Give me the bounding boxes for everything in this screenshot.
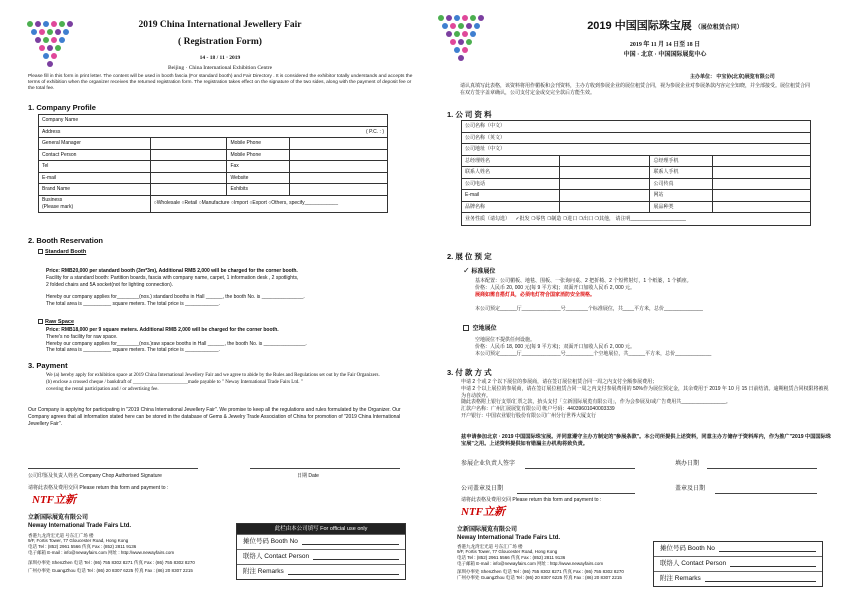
website-label: Website [227,172,290,184]
return-note: 请将此表格及费用交回 Please return this form and payment to : [28,485,169,491]
raw-apply[interactable]: Hereby our company applies for________(nos.)raw space booths in Hall ______, the booth No. is _______________. [46,340,307,347]
cn-company-address[interactable]: 公司地址（中文） [462,144,811,156]
official-contact-row-cn[interactable] [654,556,822,571]
raw-space-title: Raw Space [45,319,75,325]
commitment-cn: 兹申请参加北京 · 2019 中国国际珠宝展。并同意遵守主办方制定的"参展条款"。本公司所提供上述资料，同意主办方储存于资料库内，作为推广"2019 中国国际珠宝展"之用。上述资料提供如有错漏主办机构将致负责。 [461,434,831,448]
raw-no-facility-cn: 空地展位不提供任何设施。 [475,337,536,343]
organizer-contact [28,515,238,574]
official-booth-label-cn: 摊位号码 Booth No [660,545,715,552]
raw-space-heading-cn [463,325,497,333]
standard-total[interactable]: The total area is __________ square meters. The total price is ____________. [46,301,220,307]
fair-title-cn-main: 2019 中国国际珠宝展 [587,20,692,32]
standard-booth-heading [38,249,86,256]
official-booth-row[interactable] [237,534,405,549]
chinese-form-page [425,0,850,598]
section-company-profile: 1. Company Profile [28,103,96,112]
raw-no-facility: There's no facility for raw space. [46,333,118,340]
ntf-logo: NTF立新 [32,494,76,506]
section-payment-cn: 3. 付 款 方 式 [447,368,492,377]
bank-account: 汇款户名称：广州汇展展览有限公司 帐户号码：44039601040003339 [461,406,615,412]
cn-website-label: 网站 [650,190,713,202]
raw-space-details-cn [475,337,825,357]
fair-logo-cn [435,12,487,64]
raw-space-heading [38,319,74,326]
payment-text-cn [461,379,831,420]
return-note-cn: 请将此表格及费用交回 Please return this form and payment to : [461,497,602,503]
business-label: Business (Please mark) [39,195,151,212]
standard-booth-checkbox[interactable] [38,249,43,254]
general-manager-label: General Manager [39,138,151,150]
std-warning-cn: 展商如需自搭灯具，必须电灯符合国家消防安全规格。 [475,291,596,298]
cn-business-label: 业务性质（请勾选） [465,215,511,222]
std-price-cn: 价格：人民币 20, 000 元(每 9 平方米)；双面开口加收人民币 2, 000 元。 [475,284,636,291]
official-use-box [236,523,406,580]
company-name-field[interactable]: Company Name [39,115,388,127]
mobile-phone-field[interactable] [290,138,388,150]
raw-price: Price: RMB18,000 per 9 square meters. Additional RMB 2,000 will be charged for the corner booth. [46,327,279,333]
shenzhen-office: 深圳办事处 ShenZhen 电话 Tel : (86) 755 8302 8271 传真 Fax : (86) 755 8302 8270 [28,559,195,565]
cn-tel-label: 公司电话 [462,178,560,190]
payment-cheque: 随此表格附上银行支票/汇票之款，抬头支付「立新国际展览有限公司」，作为会参展及/或广告费用共________________。 [461,399,731,406]
std-booth-title-cn: 标准展位 [471,269,496,275]
fair-venue: Beijing · China International Exhibition Centre [167,64,273,71]
sig-person-label: 参展企业负责人签字 [461,461,516,467]
fair-dates-cn: 2019 年 11 月 14 日至 18 日 [629,41,701,48]
company-name-en-2: Neway International Trade Fairs Ltd. [457,534,561,541]
payment-rule-2: 申请 2 个以上展位的参展商，请在签订展位租赁合同一周之内支付参展费用的 50%作为展位预定金，其余费用于 2019 年 10 月 15 日前结清。逾期租赁合同权限将被视为自动放弃。 [461,385,829,399]
mobile-phone-field-2[interactable] [290,149,388,161]
shenzhen-office-2: 深圳办事处 ShenZhen 电话 Tel : (86) 755 8302 8271 传真 Fax : (86) 755 8302 8270 [457,568,624,574]
company-profile-table-cn [461,120,811,226]
chop-date-label: 盖章及日期 [675,486,706,492]
signature-line [28,468,198,469]
postcode-label: ( P.C. : ) [366,128,384,135]
chop-date-line[interactable] [715,493,817,494]
std-facility-cn: 基本配置：公司楣板、地毯、围板、一张询问桌、2 把折椅、2 个短臂射灯，1 个纸篓，1 个插座。 [475,278,692,284]
tel-label: Tel [39,161,151,173]
cn-brand-field[interactable] [559,201,650,213]
form-title: ( Registration Form) [178,36,262,47]
raw-apply-cn[interactable]: 本公司预定______厅______________号__________个空地展位，共______平方米，总价_____________ [475,350,712,357]
standard-facility-2: 2 folded chairs and 5A socket(not for lighting connection). [46,281,174,288]
cn-gm-label: 总经理姓名 [462,155,560,167]
hk-tel-fax-2: 电话 Tel : (852) 2961 5566 传真 Fax : (852) 2811 9136 [457,555,566,561]
intro-text: Please fill in this form in print letter. The content will be used in booth fascia (For standard booth) and Fair Directory . It is considered the exhibitor totally understands and accepts the terms of exhibition when the organizer receives the returned registration form. The registration takes effect on the signature of the two sides, along with the payment of deposit fee or the total fee. [28,74,413,92]
cn-email-field[interactable] [559,190,650,202]
official-use-box-cn [653,541,823,587]
std-apply-cn[interactable]: 本公司预定______厅______________号________个标准展位，共____平方米，总价______________ [475,306,703,313]
official-remarks-row-cn[interactable] [654,571,822,586]
intro-text-cn: 请认真填写此表格，该资料将用作楣板和会刊资料，主办方收到参展企业的展位租赁合同，视为参展企业对参展条款内容完全知晓，并全部接受。展位租赁合同在双方签字盖章确认，公司支付定金或交完全款后方能生效。 [460,83,811,96]
hk-email-web-2: 电子邮箱 E-mail : info@newayfairs.com 网址 : http://www.newayfairs.com [457,561,604,567]
official-contact-label-cn: 联络人 Contact Person [660,560,727,568]
title-block [80,20,360,72]
business-options[interactable]: ○Wholesale ○Retail ○Manufacture ○Import ○Export ○Others, specify____________ [150,195,387,212]
date-line [250,468,400,469]
section-company-profile-cn: 1. 公 司 资 料 [447,110,492,119]
organizer-contact-cn [457,527,657,581]
cn-business-row[interactable] [462,213,811,226]
cn-company-name-en[interactable]: 公司名称（英文） [462,132,811,144]
official-contact-label: 联络人 Contact Person [243,553,310,561]
contact-person-label: Contact Person [39,149,151,161]
title-block-cn [515,20,815,60]
date-label: 日期 Date [297,473,319,479]
cn-contact-mobile-field[interactable] [713,167,811,179]
official-booth-row-cn[interactable] [654,542,822,556]
standard-booth-details [46,268,406,308]
company-name-cn-2: 立新国际展览有限公司 [457,527,518,533]
organizer-cn: 主办单位： 中宝协(北京)展览有限公司 [690,74,775,80]
cn-gm-mobile-label: 总经理手机 [650,155,713,167]
standard-price: Price: RMB20,000 per standard booth (3m*3m), Additional RMB 2,000 will be charged for the corner booth. [46,268,298,274]
fair-dates: 14 - 18 / 11 · 2019 [199,54,241,61]
official-remarks-row[interactable] [237,564,405,579]
email-label: E-mail [39,172,151,184]
raw-price-cn: 价格：人民币 18, 000 元(每 9 平方米)；双面开口加收人民币 2, 000 元。 [475,343,636,350]
tel-field[interactable] [150,161,227,173]
company-name-cn: 立新国际展览有限公司 [28,515,89,521]
exhibits-label: Exhibits [227,184,290,196]
company-profile-table [38,114,388,213]
payment-text [46,373,408,393]
hk-tel-fax: 电话 Tel : (852) 2961 5566 传真 Fax : (852) 2811 9136 [28,544,137,550]
fair-title: 2019 China International Jewellery Fair [138,20,302,30]
fax-field[interactable] [290,161,388,173]
official-remarks-label: 附注 Remarks [243,568,284,576]
cn-gm-field[interactable] [559,155,650,167]
standard-facility: Facility for a standard booth: Partition boards, fascia with company name, carpet, 1 information desk , 2 spotlights, [46,274,299,281]
official-use-header: 此栏由本公司填写 For official use only [237,524,405,534]
fair-title-cn [515,20,815,34]
chop-line[interactable] [517,493,635,494]
signature-label: 公司印鉴及负责人姓名 Company Chop Authorised Signature [28,473,162,479]
cn-gm-mobile-field[interactable] [713,155,811,167]
guangzhou-office: 广州办事处 GuangZhou 电话 Tel : (86) 20 8307 6225 传真 Fax : (86) 20 8307 2215 [28,567,193,573]
check-icon[interactable]: ✓ [463,266,470,275]
section-payment: 3. Payment [28,361,68,370]
cn-contact-mobile-label: 联系人手机 [650,167,713,179]
email-field[interactable] [150,172,227,184]
payment-clause-b: (b) enclose a crossed cheque / bankdraft of ______________________made payable to " Neway International Trade Fairs Ltd. " [46,379,303,385]
cn-tel-field[interactable] [559,178,650,190]
cn-email-label: E-mail [462,190,560,202]
fair-logo [24,18,76,70]
cn-contact-field[interactable] [559,167,650,179]
section-booth-cn: 2. 展 位 预 定 [447,252,492,261]
official-remarks-label-cn: 附注 Remarks [660,575,701,583]
cn-business-options[interactable]: ✓批发 ❍零售 ❍制造 ❍进口 ❍出口 ❍其他， 请注明____________________ [515,215,686,222]
payment-clause-a: We (a) hereby apply for exhibition space at 2019 China International Jewellery Fair and we agree to abide by the Rules and Regulations set out by the Fair Organizers. [46,373,380,378]
raw-space-details [46,327,406,354]
sig-date-line[interactable] [707,468,817,469]
cn-company-name-cn[interactable]: 公司名称（中文） [462,121,811,133]
company-name-en: Neway International Trade Fairs Ltd. [28,522,132,529]
cn-contact-label: 联系人姓名 [462,167,560,179]
raw-space-checkbox[interactable] [38,319,43,324]
hk-email-web: 电子邮箱 E-mail : info@newayfairs.com 网址 : http://www.newayfairs.com [28,550,175,556]
raw-total[interactable]: The total area is __________ square meters. The total price is ____________. [46,347,220,354]
ntf-logo-cn: NTF立新 [461,506,505,518]
raw-space-checkbox-cn[interactable] [463,325,469,331]
cn-fax-field[interactable] [713,178,811,190]
address-label: Address [42,128,61,135]
fair-venue-cn: 中国 · 北京 · 中国国际展览中心 [623,52,707,59]
guangzhou-office-2: 广州办事处 GuangZhou 电话 Tel : (86) 20 8307 6225 传真 Fax : (86) 20 8307 2215 [457,574,622,580]
general-manager-field[interactable] [150,138,227,150]
cn-exhibits-field[interactable] [713,201,811,213]
address-cn-2: 香港九龙湾宏光道 号东汇广场 楼 [457,543,523,549]
mobile-phone-label: Mobile Phone [227,138,290,150]
payment-rule-1: 申请 2 个或 2 个以下展位的参展商，请在签订展位租赁合同一周之内支付全额参展费用； [461,379,658,385]
sig-date-label: 填办日期 [675,461,700,467]
agreement-text: Our Company is applying for participating in "2019 China International Jewellery Fair". We promise to keep all the regulations and rules formulated by the Organizer. Our Company agrees that all information stated here can be stored in the database of Gems & Jewelry Trade Association of China for promotion of "2019 China International Jewellery Fair". [28,407,401,427]
mobile-phone-label-2: Mobile Phone [227,149,290,161]
sig-person-line[interactable] [525,468,635,469]
payment-clause-c: covering the rental participation and / or advertising fee. [46,386,159,392]
raw-space-title-cn: 空地展位 [472,326,497,332]
brand-name-label: Brand Name [39,184,151,196]
cn-website-field[interactable] [713,190,811,202]
bank-name: 开户银行：中国农业银行股份有限公司广州分行世界大厦支行 [461,412,597,419]
official-contact-row[interactable] [237,549,405,564]
cn-fax-label: 公司传真 [650,178,713,190]
contact-person-field[interactable] [150,149,227,161]
standard-apply[interactable]: Hereby our company applies for________(nos.) standard booths in Hall ______, the booth No. is _______________. [46,294,305,301]
exhibits-field[interactable] [290,184,388,196]
address-cn: 香港九龙湾宏光道 号东汇广场 楼 [28,532,94,538]
std-booth-heading-cn [463,266,495,277]
section-booth-reservation: 2. Booth Reservation [28,236,104,245]
fair-title-cn-sub: （展位租赁合同） [694,25,743,31]
cn-exhibits-label: 展品种类 [650,201,713,213]
std-booth-details-cn [475,278,825,313]
fax-label: Fax [227,161,290,173]
official-booth-label: 摊位号码 Booth No [243,538,298,545]
address-en: 9/F, Fortis Tower, 77 Gloucester Road, Hong Kong [28,538,129,544]
cn-brand-label: 品牌名称 [462,201,560,213]
brand-name-field[interactable] [150,184,227,196]
address-field[interactable] [39,126,388,138]
chop-label: 公司盖章及日期 [461,486,504,492]
standard-booth-title: Standard Booth [45,249,87,255]
address-en-2: 9/F, Fortis Tower, 77 Gloucester Road, Hong Kong [457,549,558,555]
website-field[interactable] [290,172,388,184]
